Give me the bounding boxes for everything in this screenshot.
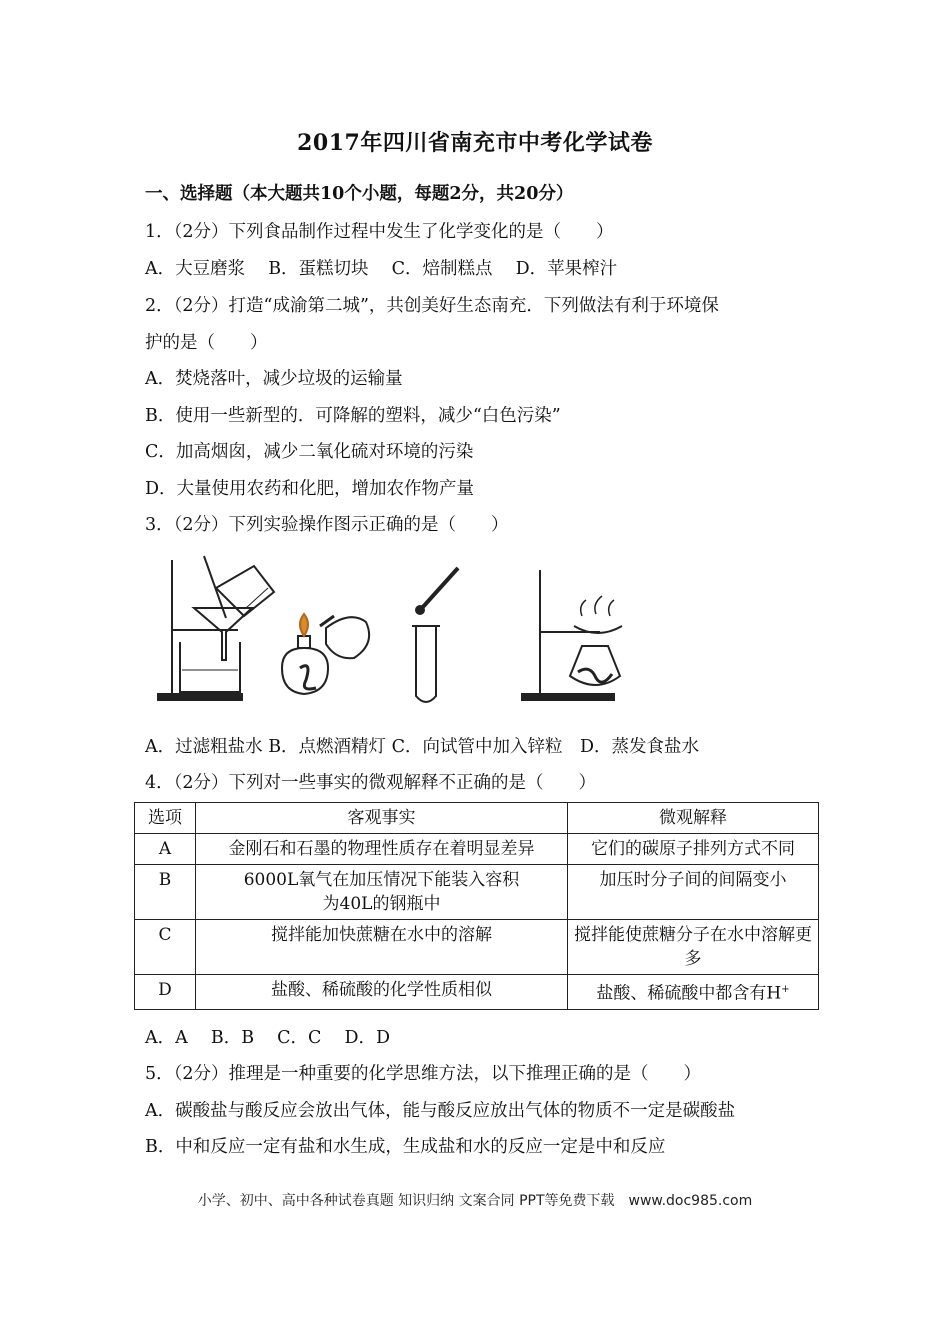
q5-option-a: A．碳酸盐与酸反应会放出气体，能与酸反应放出气体的物质不一定是碳酸盐 xyxy=(145,1101,736,1121)
table-cell: 6000L氧气在加压情况下能装入容积为40L的钢瓶中 xyxy=(196,865,568,920)
table-row xyxy=(135,920,819,975)
q4-facts-table xyxy=(134,802,819,1010)
q2-option-a: A．焚烧落叶，减少垃圾的运输量 xyxy=(145,369,403,389)
q2-option-b: B．使用一些新型的．可降解的塑料，减少“白色污染” xyxy=(145,406,561,426)
table-cell: 搅拌能使蔗糖分子在水中溶解更多 xyxy=(568,920,819,975)
table-header-row xyxy=(135,803,819,834)
table-header-cell: 微观解释 xyxy=(568,803,819,834)
q3-options: A．过滤粗盐水 B．点燃酒精灯 C．向试管中加入锌粒 D．蒸发食盐水 xyxy=(145,737,700,757)
q1-stem: 1．（2分）下列食品制作过程中发生了化学变化的是（ ） xyxy=(145,222,614,242)
table-row xyxy=(135,834,819,865)
table-cell: 加压时分子间的间隔变小 xyxy=(568,865,819,920)
footer-banner: 小学、初中、高中各种试卷真题 知识归纳 文案合同 PPT等免费下载 www.doc985.com xyxy=(197,1193,753,1209)
evaporation-apparatus xyxy=(522,570,622,700)
superscript-plus: + xyxy=(781,984,790,995)
table-header-cell: 选项 xyxy=(135,803,196,834)
test-tube-figure xyxy=(412,568,458,702)
q2-option-c: C．加高烟囱，减少二氧化硫对环境的污染 xyxy=(145,442,474,462)
table-cell: 金刚石和石墨的物理性质存在着明显差异 xyxy=(196,834,568,865)
q3-stem: 3．（2分）下列实验操作图示正确的是（ ） xyxy=(145,515,509,535)
q4-options: A．A B．B C．C D．D xyxy=(145,1028,391,1048)
q2-stem-line2: 护的是（ ） xyxy=(145,333,268,353)
q2-option-d: D．大量使用农药和化肥，增加农作物产量 xyxy=(145,479,475,499)
q2-stem-line1: 2．（2分）打造“成渝第二城”，共创美好生态南充．下列做法有利于环境保 xyxy=(145,296,719,316)
table-row xyxy=(135,975,819,1010)
table-cell: 搅拌能加快蔗糖在水中的溶解 xyxy=(196,920,568,975)
table-cell: A xyxy=(135,834,196,865)
section-heading: 一、选择题（本大题共10个小题，每题2分，共20分） xyxy=(145,184,574,204)
q1-options: A．大豆磨浆 B．蛋糕切块 C．焙制糕点 D．苹果榨汁 xyxy=(145,259,618,279)
q4-stem: 4．（2分）下列对一些事实的微观解释不正确的是（ ） xyxy=(145,773,597,793)
q5-stem: 5．（2分）推理是一种重要的化学思维方法，以下推理正确的是（ ） xyxy=(145,1064,702,1084)
table-row xyxy=(135,865,819,920)
cell-text: 盐酸、稀硫酸中都含有H xyxy=(596,983,782,1004)
q5-option-b: B．中和反应一定有盐和水生成，生成盐和水的反应一定是中和反应 xyxy=(145,1137,666,1157)
table-cell: 它们的碳原子排列方式不同 xyxy=(568,834,819,865)
filtration-apparatus xyxy=(158,556,274,700)
table-cell: B xyxy=(135,865,196,920)
table-header-cell: 客观事实 xyxy=(196,803,568,834)
table-cell: 盐酸、稀硫酸的化学性质相似 xyxy=(196,975,568,1010)
table-cell xyxy=(568,975,819,1010)
q3-apparatus-figure xyxy=(150,548,630,710)
table-cell: C xyxy=(135,920,196,975)
table-cell: D xyxy=(135,975,196,1010)
alcohol-lamp-figure xyxy=(282,614,369,694)
page-title: 2017年四川省南充市中考化学试卷 xyxy=(297,130,653,156)
